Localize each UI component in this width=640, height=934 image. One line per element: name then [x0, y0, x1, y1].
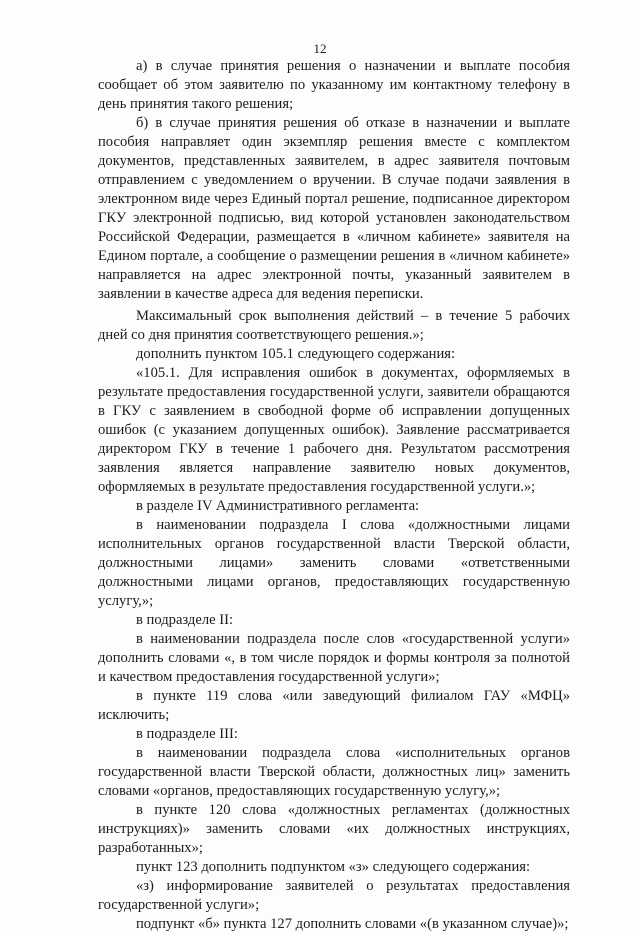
- page-number: 12: [313, 41, 327, 56]
- paragraph: Максимальный срок выполнения действий – в течение 5 рабочих дней со дня принятия соответствующего решения.»;: [98, 307, 570, 343]
- document-body: [98, 57, 570, 934]
- paragraph: в наименовании подраздела после слов «государственной услуги» дополнить словами «, в том числе порядок и формы контроля за полнотой и качеством предоставления государственной услуги»;: [98, 630, 570, 685]
- paragraph: дополнить пунктом 105.1 следующего содержания:: [136, 345, 456, 362]
- paragraph: в пункте 119 слова «или заведующий филиалом ГАУ «МФЦ» исключить;: [98, 687, 570, 723]
- paragraph: подпункт «б» пункта 127 дополнить словами «(в указанном случае)»;: [136, 915, 569, 932]
- paragraph: «з) информирование заявителей о результатах предоставления государственной услуги»;: [98, 877, 570, 913]
- paragraph: а) в случае принятия решения о назначении и выплате пособия сообщает об этом заявителю по указанному им контактному телефону в день принятия такого решения;: [98, 58, 570, 112]
- paragraph: в подразделе II:: [136, 611, 234, 628]
- paragraph: в пункте 120 слова «должностных регламентах (должностных инструкциях)» заменить словами «их должностных инструкциях, разработанных»;: [98, 801, 570, 856]
- paragraph: в разделе IV Административного регламента:: [136, 497, 420, 514]
- paragraph: в наименовании подраздела I слова «должностными лицами исполнительных органов государственной власти Тверской области, должностными лицами» заменить словами «ответственными должностными лицами органов, предоставляющих государственную услугу,»;: [98, 516, 570, 609]
- paragraph: в наименовании подраздела слова «исполнительных органов государственной власти Тверской области, должностных лиц» заменить словами «органов, предоставляющих государственную услугу,»;: [98, 744, 570, 799]
- paragraph: в подразделе III:: [136, 725, 238, 742]
- paragraph: пункт 123 дополнить подпунктом «з» следующего содержания:: [136, 858, 531, 875]
- paragraph: «105.1. Для исправления ошибок в документах, оформляемых в результате предоставления государственной услуги, заявители обращаются в ГКУ с заявлением в свободной форме об исправлении допущенных ошибок (с указанием допущенных ошибок). Заявление рассматривается директором ГКУ в течение 1 рабочего дня. Результатом рассмотрения заявления является направление заявителю новых документов, оформляемых в результате предоставления государственной услуги.»;: [98, 364, 570, 495]
- paragraph: б) в случае принятия решения об отказе в назначении и выплате пособия направляет один экземпляр решения вместе с комплектом документов, представленных заявителем, в адрес заявителя почтовым отправлением с уведомлением о вручении. В случае подачи заявления в электронном виде через Единый портал решение, подписанное директором ГКУ электронной подписью, вид которой установлен законодательством Российской Федерации, размещается в «личном кабинете» заявителя на Едином портале, а сообщение о размещении решения в «личном кабинете» направляется на адрес электронной почты, указанный заявителем в заявлении в качестве адреса для ведения переписки.: [98, 115, 570, 302]
